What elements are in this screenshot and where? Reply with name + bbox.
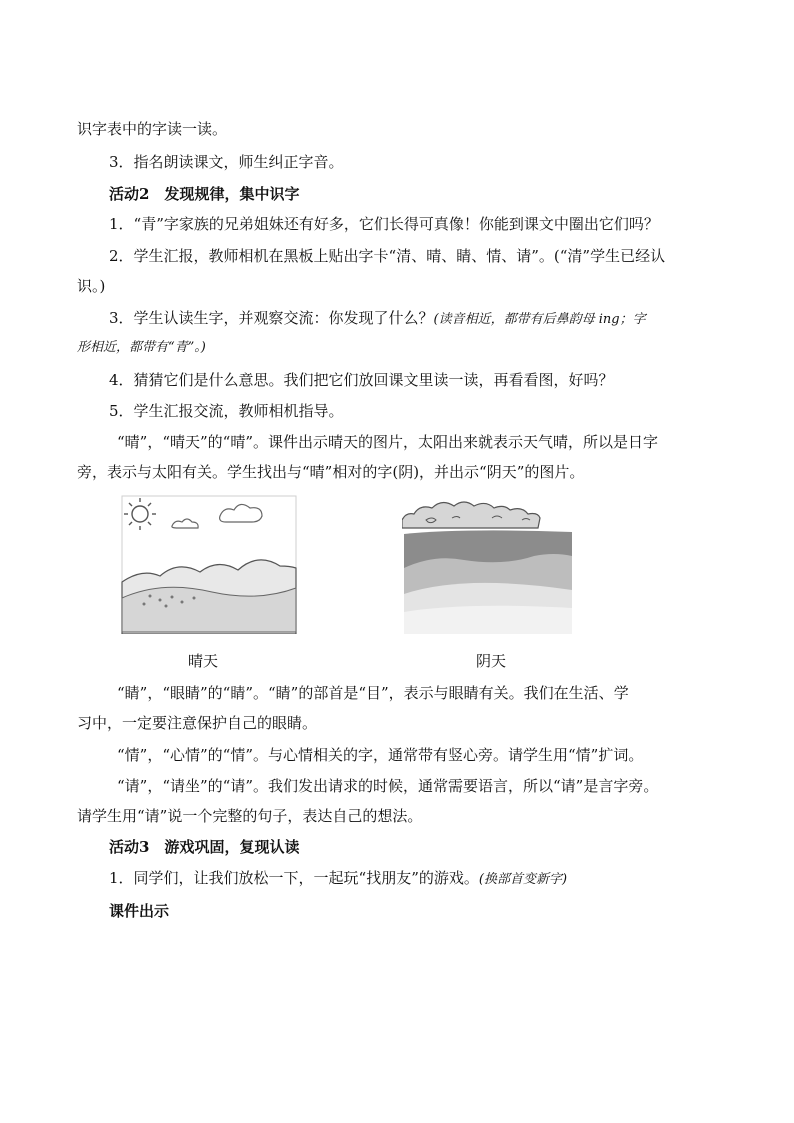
text-note: (读音相近，都带有后鼻韵母 ing；字	[433, 312, 646, 327]
section-heading: 活动2 发现规律，集中识字	[109, 185, 300, 203]
text-main: 3．学生认读生字，并观察交流：你发现了什么？	[109, 309, 434, 327]
text-line: “睛”，“眼睛”的“睛”。“睛”的部首是“目”，表示与眼睛有关。我们在生活、学	[117, 684, 629, 702]
text-line: 3．指名朗读课文，师生纠正字音。	[109, 153, 344, 171]
text-note-line: 形相近，都带有“青”。)	[77, 340, 206, 355]
text-line: 旁，表示与太阳有关。学生找出与“晴”相对的字(阴)，并出示“阴天”的图片。	[77, 463, 585, 481]
image-caption: 阴天	[476, 652, 507, 670]
text-line	[109, 308, 646, 330]
text-line: “请”，“请坐”的“请”。我们发出请求的时候，通常需要语言，所以“请”是言字旁。	[117, 777, 659, 795]
cloudy-day-image	[402, 494, 574, 634]
text-line: 识字表中的字读一读。	[77, 120, 228, 138]
text-line: 1．“青”字家族的兄弟姐妹还有好多，它们长得可真像！你能到课文中圈出它们吗？	[109, 215, 659, 233]
text-line: 4．猜猜它们是什么意思。我们把它们放回课文里读一读，再看看图，好吗？	[109, 371, 614, 389]
text-line: 5．学生汇报交流，教师相机指导。	[109, 402, 344, 420]
text-line: “晴”，“晴天”的“晴”。课件出示晴天的图片，太阳出来就表示天气晴，所以是日字	[117, 433, 659, 451]
text-line: 课件出示	[109, 902, 170, 920]
section-heading: 活动3 游戏巩固，复现认读	[109, 838, 300, 856]
sunny-day-image	[120, 494, 298, 634]
image-caption: 晴天	[188, 652, 219, 670]
text-line: 识。)	[77, 277, 106, 295]
text-line: 习中，一定要注意保护自己的眼睛。	[77, 714, 318, 732]
text-line: “情”，“心情”的“情”。与心情相关的字，通常带有竖心旁。请学生用“情”扩词。	[117, 746, 644, 764]
text-line	[109, 868, 567, 890]
text-main: 1．同学们，让我们放松一下，一起玩“找朋友”的游戏。	[109, 869, 479, 887]
text-note: (换部首变新字)	[478, 872, 568, 887]
text-line: 2．学生汇报，教师相机在黑板上贴出字卡“清、晴、睛、情、请”。(“清”学生已经认	[109, 247, 666, 265]
text-line: 请学生用“请”说一个完整的句子，表达自己的想法。	[77, 807, 423, 825]
